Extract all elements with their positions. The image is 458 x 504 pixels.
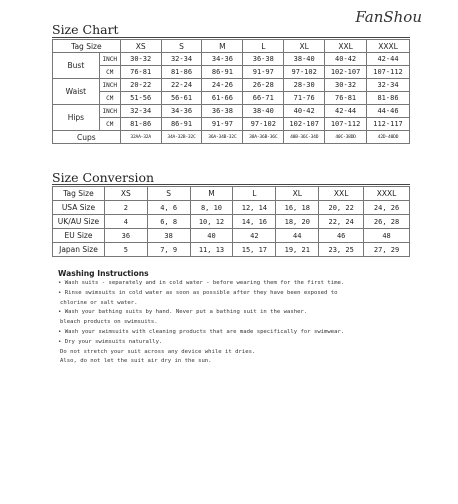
- washing-line: Also, do not let the suit air dry in the sun.: [60, 358, 212, 365]
- table-cell: 97-102: [243, 118, 284, 131]
- table-cell: 51-56: [120, 92, 161, 105]
- cups-cell: 38A-36B-36C: [243, 131, 284, 144]
- size-conversion-divider: [52, 184, 410, 185]
- table-row: [53, 66, 410, 79]
- unit-label: CM: [99, 66, 120, 79]
- region-label: Japan Size: [53, 243, 105, 257]
- washing-line: bleach products on swimsuits.: [60, 319, 158, 326]
- table-cell: 76-81: [120, 66, 161, 79]
- table-row: [53, 92, 410, 105]
- table-cell: 20-22: [120, 79, 161, 92]
- table-cell: 36-38: [202, 105, 243, 118]
- table-cell: 61-66: [202, 92, 243, 105]
- table-cell: 22-24: [161, 79, 202, 92]
- table-cell: 16, 18: [276, 201, 319, 215]
- table-cell: 2: [104, 201, 147, 215]
- table-cell: 10, 12: [190, 215, 233, 229]
- cups-cell: 40B-36C-34D: [284, 131, 325, 144]
- table-cell: 56-61: [161, 92, 202, 105]
- conversion-header-cell: S: [147, 187, 190, 201]
- size-conversion-table: [52, 186, 410, 257]
- table-cell: 11, 13: [190, 243, 233, 257]
- cups-cell: 34A-32B-32C: [161, 131, 202, 144]
- table-cell: 4, 6: [147, 201, 190, 215]
- size-header-cell: XXXL: [367, 40, 410, 53]
- size-header-cell: XS: [120, 40, 161, 53]
- table-row: [53, 118, 410, 131]
- size-conversion-title: Size Conversion: [52, 170, 155, 185]
- conversion-header-cell: Tag Size: [53, 187, 105, 201]
- cups-cell: 36A-34B-32C: [202, 131, 243, 144]
- washing-line: • Wash suits - separately and in cold water - before wearing them for the first time.: [58, 280, 345, 286]
- table-cell: 27, 29: [364, 243, 410, 257]
- table-cell: 42-44: [367, 53, 410, 66]
- washing-line: Do not stretch your suit across any device while it dries.: [60, 348, 256, 355]
- conversion-header-cell: XS: [104, 187, 147, 201]
- unit-label: CM: [99, 92, 120, 105]
- table-cell: 19, 21: [276, 243, 319, 257]
- table-cell: 81-86: [367, 92, 410, 105]
- table-row: [53, 201, 410, 215]
- size-chart-title: Size Chart: [52, 22, 119, 37]
- conversion-header-cell: XXL: [319, 187, 364, 201]
- table-cell: 81-86: [120, 118, 161, 131]
- table-cell: 91-97: [243, 66, 284, 79]
- table-row: [53, 53, 410, 66]
- table-cell: 91-97: [202, 118, 243, 131]
- table-cell: 14, 16: [233, 215, 276, 229]
- table-cell: 107-112: [367, 66, 410, 79]
- table-row: [53, 105, 410, 118]
- table-cell: 38: [147, 229, 190, 243]
- table-row: [53, 79, 410, 92]
- region-label: UK/AU Size: [53, 215, 105, 229]
- table-cell: 8, 10: [190, 201, 233, 215]
- table-cell: 32-34: [120, 105, 161, 118]
- washing-line: • Dry your swimsuits naturally.: [58, 338, 163, 345]
- region-label: USA Size: [53, 201, 105, 215]
- table-cell: 107-112: [325, 118, 367, 131]
- table-cell: 46: [319, 229, 364, 243]
- table-cell: 20, 22: [319, 201, 364, 215]
- table-cell: 26-28: [243, 79, 284, 92]
- table-cell: 42: [233, 229, 276, 243]
- table-cell: 5: [104, 243, 147, 257]
- table-cell: 71-76: [284, 92, 325, 105]
- table-cell: 12, 14: [233, 201, 276, 215]
- table-cell: 23, 25: [319, 243, 364, 257]
- size-chart-body: [53, 40, 410, 144]
- table-cell: 44-46: [367, 105, 410, 118]
- table-cell: 4: [104, 215, 147, 229]
- table-cell: 30-32: [325, 79, 367, 92]
- conversion-header-row: [53, 187, 410, 201]
- table-cell: 30-32: [120, 53, 161, 66]
- unit-label: INCH: [99, 53, 120, 66]
- table-cell: 42-44: [325, 105, 367, 118]
- washing-line: • Wash your swimsuits with cleaning products that are made specifically for swimwear.: [58, 328, 345, 335]
- table-cell: 32-34: [161, 53, 202, 66]
- size-header-cell: S: [161, 40, 202, 53]
- table-cell: 34-36: [161, 105, 202, 118]
- table-cell: 38-40: [243, 105, 284, 118]
- table-cell: 86-91: [161, 118, 202, 131]
- cups-cell: 32AA-32A: [120, 131, 161, 144]
- region-label: EU Size: [53, 229, 105, 243]
- unit-label: INCH: [99, 79, 120, 92]
- size-chart-header-row: [53, 40, 410, 53]
- size-header-cell: XL: [284, 40, 325, 53]
- size-header-cell: L: [243, 40, 284, 53]
- table-cell: 48: [364, 229, 410, 243]
- measure-label: Bust: [53, 53, 100, 79]
- conversion-header-cell: L: [233, 187, 276, 201]
- table-cell: 112-117: [367, 118, 410, 131]
- table-cell: 102-107: [284, 118, 325, 131]
- table-cell: 40-42: [325, 53, 367, 66]
- table-cell: 97-102: [284, 66, 325, 79]
- washing-lines: [58, 279, 428, 367]
- table-cell: 36-38: [243, 53, 284, 66]
- table-cell: 44: [276, 229, 319, 243]
- table-row: [53, 229, 410, 243]
- table-cell: 36: [104, 229, 147, 243]
- table-cell: 6, 8: [147, 215, 190, 229]
- size-header-cell: M: [202, 40, 243, 53]
- table-cell: 28-30: [284, 79, 325, 92]
- table-cell: 18, 20: [276, 215, 319, 229]
- unit-label: CM: [99, 118, 120, 131]
- table-cell: 22, 24: [319, 215, 364, 229]
- table-cell: 76-81: [325, 92, 367, 105]
- table-cell: 66-71: [243, 92, 284, 105]
- washing-title: Washing Instructions: [58, 269, 149, 278]
- table-cell: 86-91: [202, 66, 243, 79]
- washing-line: • Wash your bathing suits by hand. Never put a bathing suit in the washer.: [58, 309, 308, 316]
- table-cell: 32-34: [367, 79, 410, 92]
- table-cell: 26, 28: [364, 215, 410, 229]
- table-cell: 34-36: [202, 53, 243, 66]
- size-chart-table: [52, 39, 410, 144]
- table-cell: 24, 26: [364, 201, 410, 215]
- unit-label: INCH: [99, 105, 120, 118]
- washing-line: • Rinse swimsuits in cold water as soon as possible after they have been exposed to: [58, 289, 338, 296]
- cups-cell: 40C-38DD: [325, 131, 367, 144]
- washing-instructions: [58, 268, 428, 367]
- conversion-header-cell: M: [190, 187, 233, 201]
- table-cell: 40-42: [284, 105, 325, 118]
- table-cell: 7, 9: [147, 243, 190, 257]
- conversion-header-cell: XL: [276, 187, 319, 201]
- table-cell: 38-40: [284, 53, 325, 66]
- table-cell: 102-107: [325, 66, 367, 79]
- washing-line: chlorine or salt water.: [60, 299, 138, 306]
- conversion-header-cell: XXXL: [364, 187, 410, 201]
- tag-size-header: Tag Size: [53, 40, 121, 53]
- table-cell: 40: [190, 229, 233, 243]
- table-cell: 24-26: [202, 79, 243, 92]
- size-conversion-body: [53, 187, 410, 257]
- table-cell: 15, 17: [233, 243, 276, 257]
- table-cell: 81-86: [161, 66, 202, 79]
- table-row: [53, 243, 410, 257]
- measure-label: Waist: [53, 79, 100, 105]
- cups-row: [53, 131, 410, 144]
- brand-logo: FanShou: [355, 8, 422, 26]
- cups-label: Cups: [53, 131, 121, 144]
- size-chart-divider: [52, 37, 410, 38]
- size-header-cell: XXL: [325, 40, 367, 53]
- cups-cell: 42D-40DD: [367, 131, 410, 144]
- table-row: [53, 215, 410, 229]
- measure-label: Hips: [53, 105, 100, 131]
